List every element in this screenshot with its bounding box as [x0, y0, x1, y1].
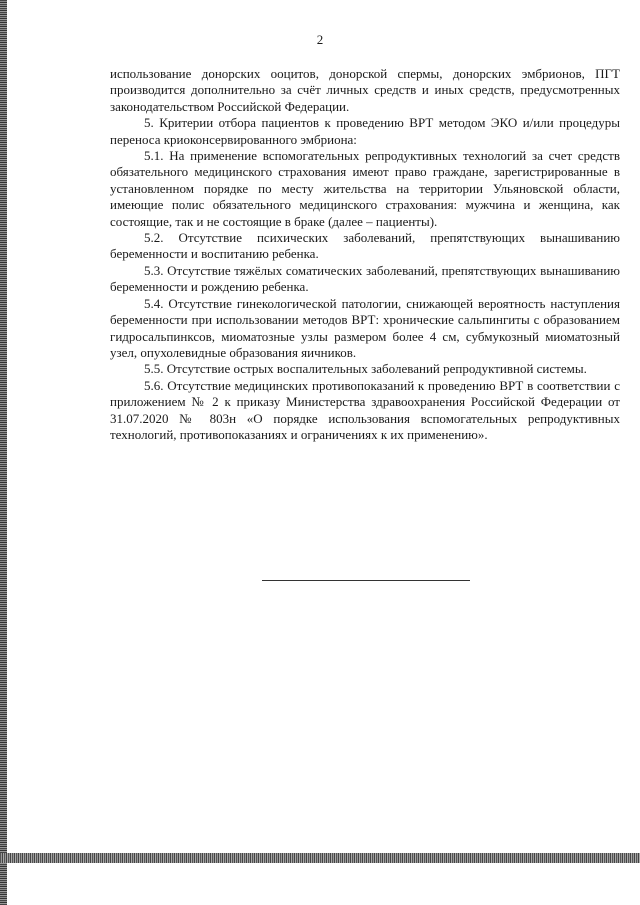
paragraph-5-6: 5.6. Отсутствие медицинских противопоказаний к проведению ВРТ в соответствии с приложением № 2 к приказу Министерства здравоохранения Российской Федерации от 31.07.2020 № 803н «О порядке использования вспомогательных репродуктивных технологий, противопоказаниях и ограничениях к их применению». [110, 377, 620, 442]
page-number: 2 [316, 32, 324, 47]
paragraph-5-4: 5.4. Отсутствие гинекологической патологии, снижающей вероятность наступления беременности при использовании методов ВРТ: хронические сальпингиты с образованием гидросальпинксов, миоматозные узлы размером более 4 см, субмукозный миоматозный узел, опухолевидные образования яичников. [110, 295, 620, 360]
paragraph-section-5: 5. Критерии отбора пациентов к проведению ВРТ методом ЭКО и/или процедуры переноса криоконсервированного эмбриона: [110, 115, 620, 147]
paragraph-continuation: использование донорских ооцитов, донорской спермы, донорских эмбрионов, ПГТ производится дополнительно за счёт личных средств и иных средств, предусмотренных законодательством Российской Федерации. [110, 66, 620, 114]
paragraph-5-2: 5.2. Отсутствие психических заболеваний, препятствующих вынашиванию беременности и воспитанию ребенка. [110, 230, 620, 262]
paragraph-5-3: 5.3. Отсутствие тяжёлых соматических заболеваний, препятствующих вынашиванию беременности и рождению ребенка. [110, 262, 620, 295]
paragraph-5-1: 5.1. На применение вспомогательных репродуктивных технологий за счет средств обязательного медицинского страхования имеют право граждане, зарегистрированные в установленном порядке по месту жительства на территории Ульяновской области, имеющие полис обязательного медицинского страхования: мужчина и женщина, как состоящие, так и не состоящие в браке (далее – пациенты). [110, 148, 620, 229]
document-body [110, 66, 620, 443]
scan-edge-left [0, 0, 7, 905]
end-separator-line [262, 580, 470, 581]
scan-edge-bottom [0, 853, 640, 863]
paragraph-5-5: 5.5. Отсутствие острых воспалительных заболеваний репродуктивной системы. [144, 361, 587, 377]
